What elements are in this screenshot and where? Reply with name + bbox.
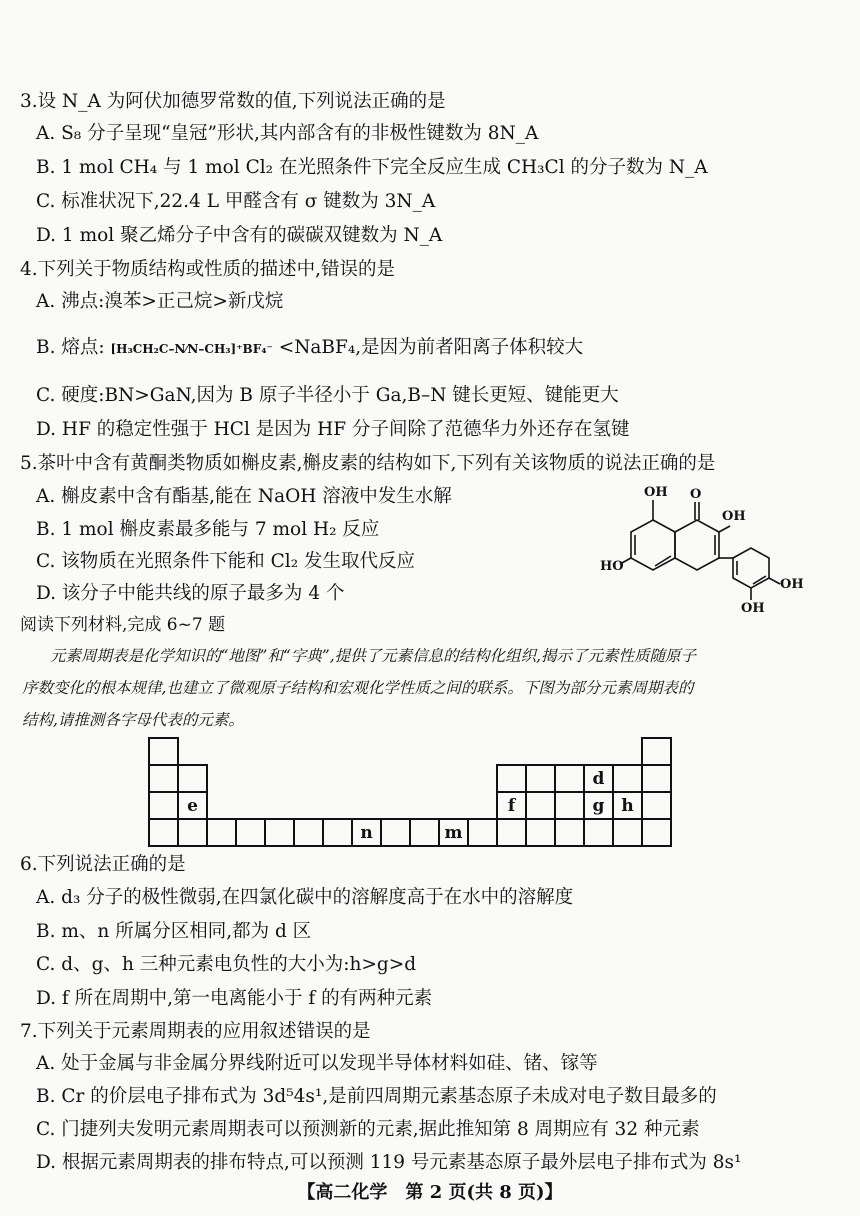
pt-cell [265, 819, 294, 846]
pt-cell-e: e [178, 792, 207, 819]
pt-cell [526, 765, 555, 792]
reading-intro: 阅读下列材料,完成 6~7 题 [20, 615, 226, 635]
pt-cell [555, 765, 584, 792]
q4-stem: 4.下列关于物质结构或性质的描述中,错误的是 [20, 259, 396, 280]
q6-option-c: C. d、g、h 三种元素电负性的大小为:h>g>d [36, 954, 417, 975]
pt-cell [381, 819, 410, 846]
pt-cell [294, 819, 323, 846]
pt-cell [468, 819, 497, 846]
pt-cell [149, 765, 178, 792]
quercetin-structure [598, 478, 808, 618]
q5-option-d: D. 该分子中能共线的原子最多为 4 个 [36, 583, 345, 604]
pt-cell [236, 819, 265, 846]
pt-cell [642, 792, 671, 819]
imidazolium-ion-formula: [H₃CH₂C–N⁄N–CH₃]⁺BF₄⁻ [110, 342, 273, 356]
pt-cell [149, 738, 178, 765]
q6-option-a: A. d₃ 分子的极性微弱,在四氯化碳中的溶解度高于在水中的溶解度 [36, 887, 574, 908]
pt-cell-n: n [352, 819, 381, 846]
pt-cell [526, 792, 555, 819]
pt-cell-f: f [497, 792, 526, 819]
pt-cell [613, 819, 642, 846]
q4-option-a: A. 沸点:溴苯>正己烷>新戊烷 [36, 291, 284, 312]
q3-stem: 3.设 N_A 为阿伏加德罗常数的值,下列说法正确的是 [20, 91, 446, 112]
q6-option-b: B. m、n 所属分区相同,都为 d 区 [36, 921, 312, 942]
partial-periodic-table [148, 737, 672, 847]
pt-cell [642, 819, 671, 846]
q7-option-b: B. Cr 的价层电子排布式为 3d⁵4s¹,是前四周期元素基态原子未成对电子数目最多的 [36, 1086, 717, 1107]
pt-cell-g: g [584, 792, 613, 819]
q4-option-c: C. 硬度:BN>GaN,因为 B 原子半径小于 Ga,B–N 键长更短、键能更大 [36, 385, 619, 406]
pt-cell [555, 819, 584, 846]
pt-cell [555, 792, 584, 819]
reading-paragraph-line-2: 序数变化的根本规律,也建立了微观原子结构和宏观化学性质之间的联系。下图为部分元素周期表的 [22, 679, 694, 697]
q3-option-b: B. 1 mol CH₄ 与 1 mol Cl₂ 在光照条件下完全反应生成 CH₃Cl 的分子数为 N_A [36, 157, 708, 178]
oh-ring-label: OH [780, 577, 804, 592]
pt-cell [178, 765, 207, 792]
pt-cell [497, 765, 526, 792]
pt-cell [526, 819, 555, 846]
pt-cell [584, 819, 613, 846]
pt-cell [642, 738, 671, 765]
q7-option-a: A. 处于金属与非金属分界线附近可以发现半导体材料如硅、锗、镓等 [36, 1053, 598, 1074]
pt-cell-h: h [613, 792, 642, 819]
page-footer: 【高二化学 第 2 页(共 8 页)】 [297, 1182, 563, 1203]
oh-right-label: OH [722, 509, 746, 524]
q5-stem: 5.茶叶中含有黄酮类物质如槲皮素,槲皮素的结构如下,下列有关该物质的说法正确的是 [20, 453, 716, 474]
q3-option-a: A. S₈ 分子呈现“皇冠”形状,其内部含有的非极性键数为 8N_A [36, 123, 539, 144]
q5-option-a: A. 槲皮素中含有酯基,能在 NaOH 溶液中发生水解 [36, 486, 452, 507]
q7-option-d: D. 根据元素周期表的排布特点,可以预测 119 号元素基态原子最外层电子排布式为 8s¹ [36, 1152, 742, 1173]
pt-cell [178, 819, 207, 846]
q4-option-b [36, 336, 583, 361]
oh-bottom-label: OH [741, 601, 765, 616]
q7-stem: 7.下列关于元素周期表的应用叙述错误的是 [20, 1021, 371, 1042]
pt-cell [323, 819, 352, 846]
q4-option-d: D. HF 的稳定性强于 HCl 是因为 HF 分子间除了范德华力外还存在氢键 [36, 419, 630, 440]
q4-option-b-prefix: B. 熔点: [36, 337, 105, 358]
reading-paragraph-line-3: 结构,请推测各字母代表的元素。 [22, 711, 244, 729]
oh-top-label: OH [644, 485, 668, 500]
pt-cell [497, 819, 526, 846]
q3-option-d: D. 1 mol 聚乙烯分子中含有的碳碳双键数为 N_A [36, 225, 443, 246]
pt-cell-d: d [584, 765, 613, 792]
pt-cell [642, 765, 671, 792]
reading-paragraph-line-1: 元素周期表是化学知识的“地图”和“字典”,提供了元素信息的结构化组织,揭示了元素性质随原子 [50, 647, 697, 665]
carbonyl-o-label: O [690, 487, 702, 502]
pt-cell [207, 819, 236, 846]
ho-left-label: HO [600, 559, 624, 574]
pt-cell-m: m [439, 819, 468, 846]
q7-option-c: C. 门捷列夫发明元素周期表可以预测新的元素,据此推知第 8 周期应有 32 种元素 [36, 1119, 700, 1140]
q4-option-b-suffix: <NaBF₄,是因为前者阳离子体积较大 [278, 337, 584, 358]
q6-stem: 6.下列说法正确的是 [20, 854, 186, 875]
pt-cell [149, 819, 178, 846]
pt-cell [410, 819, 439, 846]
pt-cell [613, 765, 642, 792]
q5-option-b: B. 1 mol 槲皮素最多能与 7 mol H₂ 反应 [36, 519, 380, 540]
q3-option-c: C. 标准状况下,22.4 L 甲醛含有 σ 键数为 3N_A [36, 191, 436, 212]
pt-cell [149, 792, 178, 819]
q5-option-c: C. 该物质在光照条件下能和 Cl₂ 发生取代反应 [36, 551, 416, 572]
q6-option-d: D. f 所在周期中,第一电离能小于 f 的有两种元素 [36, 988, 433, 1009]
